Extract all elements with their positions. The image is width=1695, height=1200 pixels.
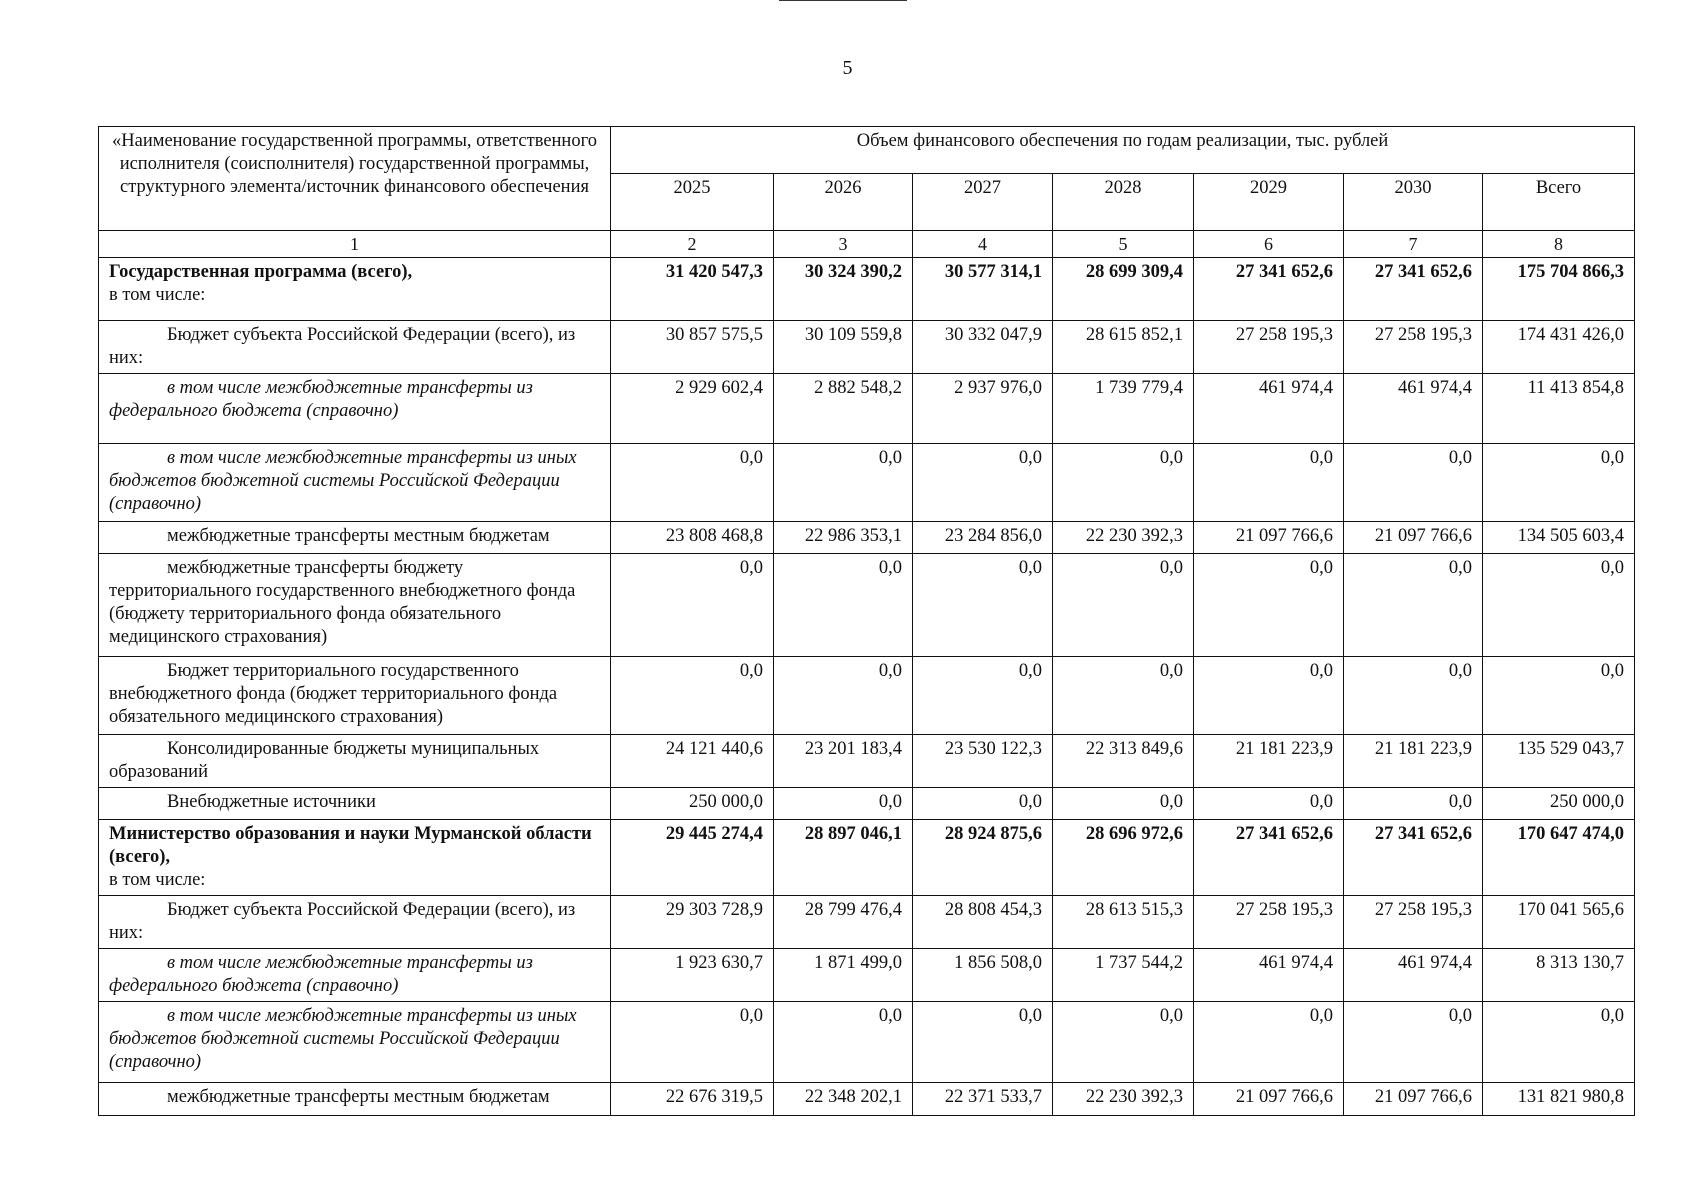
cell-2027: 30 332 047,9 xyxy=(913,321,1053,374)
column-number: 3 xyxy=(774,231,913,258)
row-label xyxy=(99,1083,611,1116)
table-row xyxy=(99,788,1635,820)
cell-2030: 21 097 766,6 xyxy=(1344,522,1483,554)
cell-2027: 30 577 314,1 xyxy=(913,258,1053,321)
cell-2025: 31 420 547,3 xyxy=(611,258,774,321)
cell-2030: 0,0 xyxy=(1344,554,1483,657)
cell-2026: 0,0 xyxy=(774,788,913,820)
cell-2029: 0,0 xyxy=(1194,1002,1344,1083)
row-label xyxy=(99,321,611,374)
row-label xyxy=(99,820,611,896)
cell-2028: 28 696 972,6 xyxy=(1053,820,1194,896)
row-label xyxy=(99,1002,611,1083)
cell-2027: 0,0 xyxy=(913,1002,1053,1083)
table-row xyxy=(99,321,1635,374)
table-row xyxy=(99,374,1635,444)
column-number: 8 xyxy=(1483,231,1635,258)
cell-2029: 21 097 766,6 xyxy=(1194,522,1344,554)
cell-2028: 22 230 392,3 xyxy=(1053,522,1194,554)
cell-2026: 22 348 202,1 xyxy=(774,1083,913,1116)
header-name-column: «Наименование государственной программы, ответственного исполнителя (соисполнителя) государственной программы, структурного элемента/источник финансового обеспечения xyxy=(99,127,611,231)
cell-2027: 23 530 122,3 xyxy=(913,735,1053,788)
table-row xyxy=(99,1002,1635,1083)
cell-total: 175 704 866,3 xyxy=(1483,258,1635,321)
table-row xyxy=(99,735,1635,788)
row-title: Консолидированные бюджеты муниципальных образований xyxy=(109,739,540,782)
cell-2029: 21 097 766,6 xyxy=(1194,1083,1344,1116)
column-number: 5 xyxy=(1053,231,1194,258)
row-label xyxy=(99,444,611,522)
header-year-2028: 2028 xyxy=(1053,174,1194,231)
cell-2029: 27 341 652,6 xyxy=(1194,820,1344,896)
cell-2030: 27 258 195,3 xyxy=(1344,896,1483,949)
cell-total: 135 529 043,7 xyxy=(1483,735,1635,788)
cell-2027: 2 937 976,0 xyxy=(913,374,1053,444)
cell-2030: 0,0 xyxy=(1344,657,1483,735)
cell-2030: 27 341 652,6 xyxy=(1344,258,1483,321)
page-number: 5 xyxy=(842,57,853,79)
row-label xyxy=(99,896,611,949)
row-title: Бюджет территориального государственного внебюджетного фонда (бюджет территориального фонда обязательного медицинского страхования) xyxy=(109,661,558,727)
cell-2027: 28 924 875,6 xyxy=(913,820,1053,896)
row-title: в том числе межбюджетные трансферты из федерального бюджета (справочно) xyxy=(109,953,533,996)
top-rule xyxy=(779,0,907,1)
cell-2030: 27 341 652,6 xyxy=(1344,820,1483,896)
cell-2028: 28 615 852,1 xyxy=(1053,321,1194,374)
row-label xyxy=(99,657,611,735)
cell-2030: 0,0 xyxy=(1344,788,1483,820)
budget-table xyxy=(98,126,1635,1116)
cell-total: 8 313 130,7 xyxy=(1483,949,1635,1002)
cell-2026: 0,0 xyxy=(774,657,913,735)
cell-2029: 27 258 195,3 xyxy=(1194,896,1344,949)
cell-2028: 28 613 515,3 xyxy=(1053,896,1194,949)
column-number: 6 xyxy=(1194,231,1344,258)
row-title: межбюджетные трансферты бюджету территориального государственного внебюджетного фонда (бюджету территориального фонда обязательного медицинского страхования) xyxy=(109,558,576,647)
cell-2025: 0,0 xyxy=(611,1002,774,1083)
row-title: Государственная программа (всего), xyxy=(109,262,413,282)
table-row xyxy=(99,1083,1635,1116)
table-row xyxy=(99,657,1635,735)
cell-2028: 1 737 544,2 xyxy=(1053,949,1194,1002)
cell-2026: 28 799 476,4 xyxy=(774,896,913,949)
cell-2027: 1 856 508,0 xyxy=(913,949,1053,1002)
cell-2029: 461 974,4 xyxy=(1194,374,1344,444)
cell-2029: 27 341 652,6 xyxy=(1194,258,1344,321)
row-title: Министерство образования и науки Мурманской области (всего), xyxy=(109,824,592,867)
cell-total: 170 041 565,6 xyxy=(1483,896,1635,949)
cell-2029: 21 181 223,9 xyxy=(1194,735,1344,788)
header-year-2027: 2027 xyxy=(913,174,1053,231)
cell-2028: 22 230 392,3 xyxy=(1053,1083,1194,1116)
cell-2025: 24 121 440,6 xyxy=(611,735,774,788)
column-number: 1 xyxy=(99,231,611,258)
table-row xyxy=(99,949,1635,1002)
cell-total: 174 431 426,0 xyxy=(1483,321,1635,374)
cell-total: 250 000,0 xyxy=(1483,788,1635,820)
row-title: Внебюджетные источники xyxy=(167,792,376,812)
row-label xyxy=(99,949,611,1002)
table-row xyxy=(99,522,1635,554)
cell-2029: 27 258 195,3 xyxy=(1194,321,1344,374)
column-number: 7 xyxy=(1344,231,1483,258)
table-row xyxy=(99,554,1635,657)
cell-2029: 0,0 xyxy=(1194,554,1344,657)
cell-2027: 0,0 xyxy=(913,444,1053,522)
cell-2026: 30 109 559,8 xyxy=(774,321,913,374)
cell-2025: 0,0 xyxy=(611,657,774,735)
cell-2027: 0,0 xyxy=(913,657,1053,735)
cell-2028: 22 313 849,6 xyxy=(1053,735,1194,788)
cell-2030: 461 974,4 xyxy=(1344,374,1483,444)
cell-2028: 0,0 xyxy=(1053,788,1194,820)
row-label xyxy=(99,788,611,820)
cell-2030: 21 097 766,6 xyxy=(1344,1083,1483,1116)
cell-2026: 22 986 353,1 xyxy=(774,522,913,554)
row-title: в том числе межбюджетные трансферты из иных бюджетов бюджетной системы Российской Федерации (справочно) xyxy=(109,1006,577,1072)
row-title: в том числе межбюджетные трансферты из федерального бюджета (справочно) xyxy=(109,378,533,421)
row-label xyxy=(99,735,611,788)
cell-2025: 30 857 575,5 xyxy=(611,321,774,374)
cell-2028: 1 739 779,4 xyxy=(1053,374,1194,444)
cell-total: 0,0 xyxy=(1483,444,1635,522)
table-row xyxy=(99,896,1635,949)
cell-2025: 0,0 xyxy=(611,444,774,522)
cell-2029: 0,0 xyxy=(1194,788,1344,820)
header-year-2025: 2025 xyxy=(611,174,774,231)
cell-total: 0,0 xyxy=(1483,657,1635,735)
cell-2030: 27 258 195,3 xyxy=(1344,321,1483,374)
cell-2026: 2 882 548,2 xyxy=(774,374,913,444)
cell-2025: 250 000,0 xyxy=(611,788,774,820)
cell-2028: 0,0 xyxy=(1053,554,1194,657)
cell-total: 134 505 603,4 xyxy=(1483,522,1635,554)
cell-2028: 0,0 xyxy=(1053,1002,1194,1083)
cell-2029: 0,0 xyxy=(1194,657,1344,735)
header-total: Всего xyxy=(1483,174,1635,231)
cell-2027: 23 284 856,0 xyxy=(913,522,1053,554)
cell-2030: 21 181 223,9 xyxy=(1344,735,1483,788)
header-year-2026: 2026 xyxy=(774,174,913,231)
cell-2027: 0,0 xyxy=(913,554,1053,657)
row-label xyxy=(99,258,611,321)
cell-total: 131 821 980,8 xyxy=(1483,1083,1635,1116)
row-title: Бюджет субъекта Российской Федерации (всего), из них: xyxy=(109,325,576,368)
cell-2026: 0,0 xyxy=(774,1002,913,1083)
cell-total: 0,0 xyxy=(1483,1002,1635,1083)
cell-2026: 30 324 390,2 xyxy=(774,258,913,321)
row-label xyxy=(99,554,611,657)
cell-2025: 23 808 468,8 xyxy=(611,522,774,554)
cell-total: 170 647 474,0 xyxy=(1483,820,1635,896)
cell-total: 0,0 xyxy=(1483,554,1635,657)
cell-2027: 28 808 454,3 xyxy=(913,896,1053,949)
cell-2028: 0,0 xyxy=(1053,657,1194,735)
table-row xyxy=(99,820,1635,896)
cell-total: 11 413 854,8 xyxy=(1483,374,1635,444)
cell-2028: 28 699 309,4 xyxy=(1053,258,1194,321)
row-subtitle: в том числе: xyxy=(109,870,206,890)
table-row xyxy=(99,444,1635,522)
cell-2026: 0,0 xyxy=(774,444,913,522)
table-row xyxy=(99,258,1635,321)
cell-2027: 0,0 xyxy=(913,788,1053,820)
row-label xyxy=(99,522,611,554)
cell-2030: 0,0 xyxy=(1344,444,1483,522)
column-number-row xyxy=(99,231,1635,258)
header-row-top xyxy=(99,127,1635,174)
row-title: Бюджет субъекта Российской Федерации (всего), из них: xyxy=(109,900,576,943)
cell-2025: 29 303 728,9 xyxy=(611,896,774,949)
cell-2030: 0,0 xyxy=(1344,1002,1483,1083)
cell-2028: 0,0 xyxy=(1053,444,1194,522)
header-financing-group: Объем финансового обеспечения по годам реализации, тыс. рублей xyxy=(611,127,1635,174)
column-number: 4 xyxy=(913,231,1053,258)
cell-2025: 1 923 630,7 xyxy=(611,949,774,1002)
header-year-2030: 2030 xyxy=(1344,174,1483,231)
row-title: в том числе межбюджетные трансферты из иных бюджетов бюджетной системы Российской Федерации (справочно) xyxy=(109,448,577,514)
cell-2025: 2 929 602,4 xyxy=(611,374,774,444)
cell-2025: 29 445 274,4 xyxy=(611,820,774,896)
cell-2026: 0,0 xyxy=(774,554,913,657)
header-year-2029: 2029 xyxy=(1194,174,1344,231)
cell-2025: 0,0 xyxy=(611,554,774,657)
cell-2026: 23 201 183,4 xyxy=(774,735,913,788)
cell-2029: 0,0 xyxy=(1194,444,1344,522)
row-title: межбюджетные трансферты местным бюджетам xyxy=(167,526,550,546)
column-number: 2 xyxy=(611,231,774,258)
row-label xyxy=(99,374,611,444)
cell-2026: 1 871 499,0 xyxy=(774,949,913,1002)
row-title: межбюджетные трансферты местным бюджетам xyxy=(167,1087,550,1107)
row-subtitle: в том числе: xyxy=(109,285,206,305)
cell-2026: 28 897 046,1 xyxy=(774,820,913,896)
cell-2027: 22 371 533,7 xyxy=(913,1083,1053,1116)
cell-2030: 461 974,4 xyxy=(1344,949,1483,1002)
cell-2025: 22 676 319,5 xyxy=(611,1083,774,1116)
cell-2029: 461 974,4 xyxy=(1194,949,1344,1002)
